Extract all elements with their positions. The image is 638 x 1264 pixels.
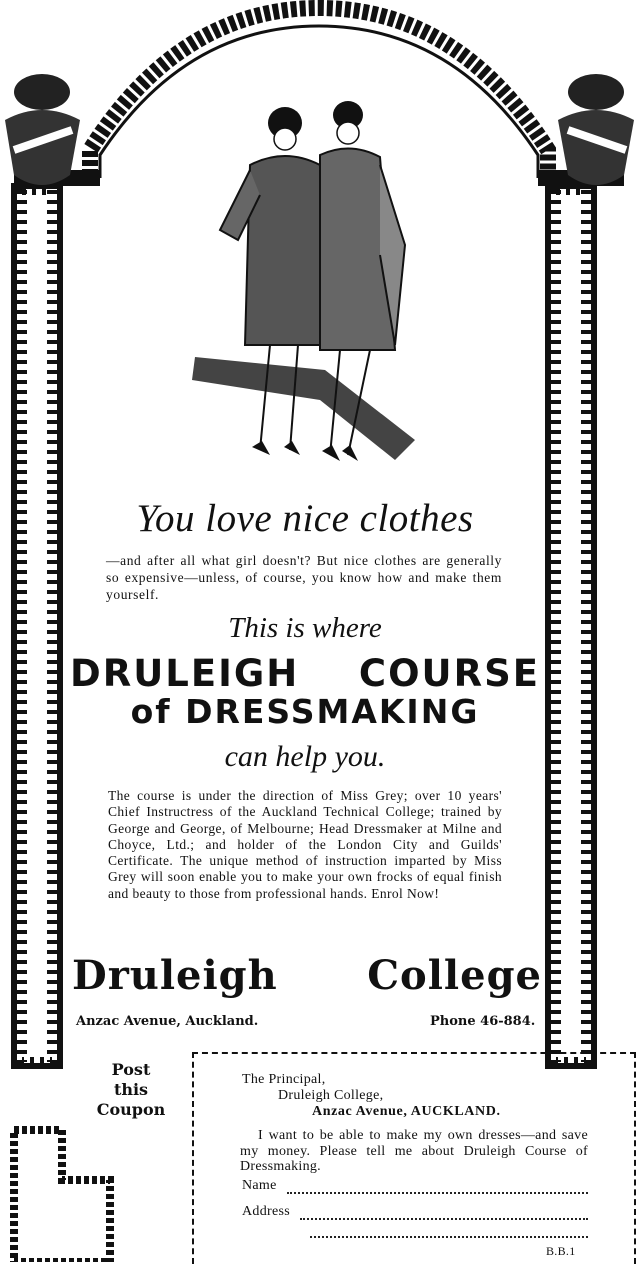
intro-text: —and after all what girl doesn't? But nice clothes are generally so expensive—unless, of course, you know how and make them yourself. [106,553,502,602]
headline: You love nice clothes [136,497,474,540]
college-name [72,952,542,999]
college-word-college: College [367,952,542,999]
coupon-address-label: Address [242,1204,290,1219]
post-coupon-label [72,1060,190,1120]
name-field[interactable] [287,1182,588,1194]
coupon-word: Coupon [96,1100,166,1119]
can-help-you: can help you. [224,740,386,773]
coupon-to-line3: Anzac Avenue, AUCKLAND. [312,1104,501,1119]
course-title-line1 [70,652,540,695]
coupon-message: I want to be able to make my own dresses—and save my money. Please tell me about Druleigh Course of Dressmaking. [240,1128,588,1174]
course-description: The course is under the direction of Miss Grey; over 10 years' Chief Instructress of the Auckland Technical College; trained by George and George, of Melbourne; Head Dressmaker at Milne and Choyce, Ltd.; and holder of the London City and Guilds' Certificate. The unique method of instruction imparted by Miss Grey will soon enable you to make your own frocks of equal finish and beauty to those from professional hands. Enrol Now! [108,788,502,901]
coupon-address-row [242,1204,588,1220]
coupon-name-row [242,1178,588,1194]
course-title-line2: of DRESSMAKING [130,692,480,731]
fashion-illustration [180,95,440,475]
coupon-code: B.B.1 [546,1244,576,1258]
college-address: Anzac Avenue, Auckland. [76,1014,259,1029]
this-is-where: This is where [228,612,382,644]
college-phone: Phone 46-884. [430,1014,536,1029]
coupon-name-label: Name [242,1178,277,1193]
this-word: this [113,1080,149,1099]
course-word-course: COURSE [358,652,540,695]
coupon-to-line2: Druleigh College, [278,1088,384,1103]
course-word-druleigh: DRULEIGH [70,652,300,695]
right-crest-icon [558,74,634,185]
college-word-druleigh: Druleigh [72,952,278,999]
address-field-line2[interactable] [310,1226,588,1238]
address-field[interactable] [300,1208,588,1220]
post-word: Post [111,1060,151,1079]
coupon-to-line1: The Principal, [242,1072,326,1087]
left-crest-icon [5,74,80,185]
coupon[interactable] [192,1052,636,1264]
